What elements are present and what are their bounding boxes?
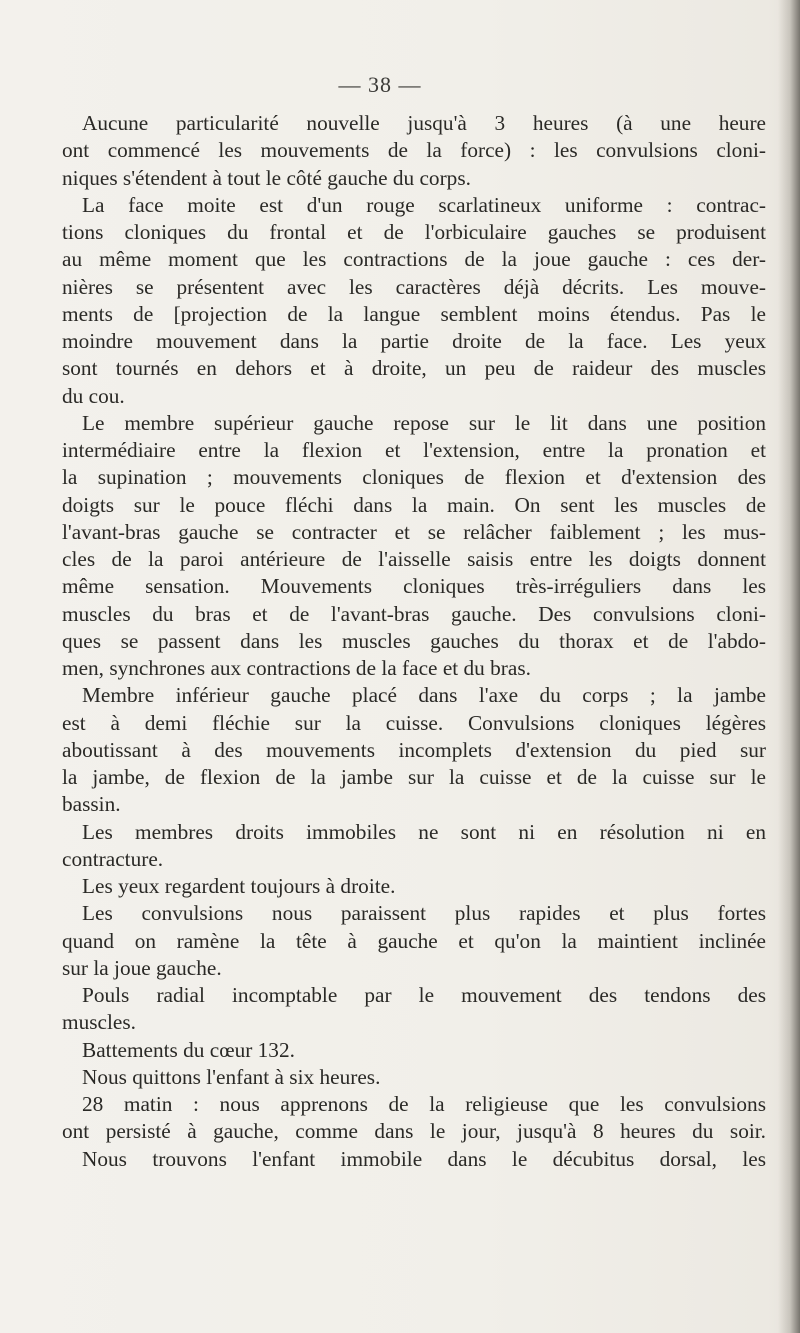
text-line: 28 matin : nous apprenons de la religieuse que les convulsions	[82, 1092, 766, 1116]
text-line: muscles.	[62, 1010, 136, 1035]
text-line: la supination ; mouvements cloniques de flexion et d'extension des	[62, 465, 766, 490]
text-line: Aucune particularité nouvelle jusqu'à 3 heures (à une heure	[82, 111, 766, 135]
text-line: tions cloniques du frontal et de l'orbiculaire gauches se produisent	[62, 220, 766, 244]
text-line: sont tournés en dehors et à droite, un peu de raideur des muscles	[62, 356, 766, 381]
text-line: men, synchrones aux contractions de la face et du bras.	[62, 656, 531, 680]
text-line: doigts sur le pouce fléchi dans la main. On sent les muscles de	[62, 492, 766, 517]
text-line: Nous trouvons l'enfant immobile dans le décubitus dorsal, les	[82, 1146, 766, 1171]
text-line: au même moment que les contractions de la joue gauche : ces der-	[62, 247, 766, 272]
text-line: Les convulsions nous paraissent plus rapides et plus fortes	[82, 901, 766, 926]
text-line: est à demi fléchie sur la cuisse. Convulsions cloniques légères	[62, 710, 766, 735]
page-number: — 38 —	[338, 72, 422, 97]
text-line: sur la joue gauche.	[62, 955, 222, 980]
text-line: la jambe, de flexion de la jambe sur la cuisse et de la cuisse sur le	[62, 765, 766, 789]
text-line: aboutissant à des mouvements incomplets d'extension du pied sur	[62, 737, 766, 762]
body-text	[62, 110, 766, 1173]
text-line: ments de [projection de la langue semblent moins étendus. Pas le	[62, 301, 766, 326]
text-line: ont persisté à gauche, comme dans le jour, jusqu'à 8 heures du soir.	[62, 1119, 766, 1144]
text-line: l'avant-bras gauche se contracter et se relâcher faiblement ; les mus-	[62, 519, 766, 544]
text-line: moindre mouvement dans la partie droite de la face. Les yeux	[62, 329, 766, 353]
text-line: muscles du bras et de l'avant-bras gauche. Des convulsions cloni-	[62, 601, 766, 626]
text-line: ont commencé les mouvements de la force) : les convulsions cloni-	[62, 138, 766, 163]
text-line: du cou.	[62, 383, 125, 408]
text-line: quand on ramène la tête à gauche et qu'on la maintient inclinée	[62, 928, 766, 953]
text-line: cles de la paroi antérieure de l'aisselle saisis entre les doigts donnent	[62, 547, 766, 571]
text-line: Membre inférieur gauche placé dans l'axe du corps ; la jambe	[82, 683, 766, 708]
page-edge-shadow	[778, 0, 800, 1333]
text-line: Nous quittons l'enfant à six heures.	[82, 1064, 381, 1089]
text-line: Le membre supérieur gauche repose sur le lit dans une position	[82, 410, 766, 435]
text-line: contracture.	[62, 846, 164, 871]
text-line: ques se passent dans les muscles gauches du thorax et de l'abdo-	[62, 628, 766, 653]
text-line: Les membres droits immobiles ne sont ni en résolution ni en	[82, 819, 766, 844]
text-line: La face moite est d'un rouge scarlatineux uniforme : contrac-	[82, 192, 766, 217]
text-line: Pouls radial incomptable par le mouvement des tendons des	[82, 983, 766, 1007]
text-line: Battements du cœur 132.	[82, 1037, 295, 1062]
text-line: bassin.	[62, 792, 121, 817]
text-line: nières se présentent avec les caractères déjà décrits. Les mouve-	[62, 274, 766, 299]
text-line: Les yeux regardent toujours à droite.	[82, 874, 396, 898]
text-line: même sensation. Mouvements cloniques très-irréguliers dans les	[62, 574, 766, 599]
text-line: niques s'étendent à tout le côté gauche du corps.	[62, 165, 471, 190]
text-line: intermédiaire entre la flexion et l'extension, entre la pronation et	[62, 438, 766, 462]
